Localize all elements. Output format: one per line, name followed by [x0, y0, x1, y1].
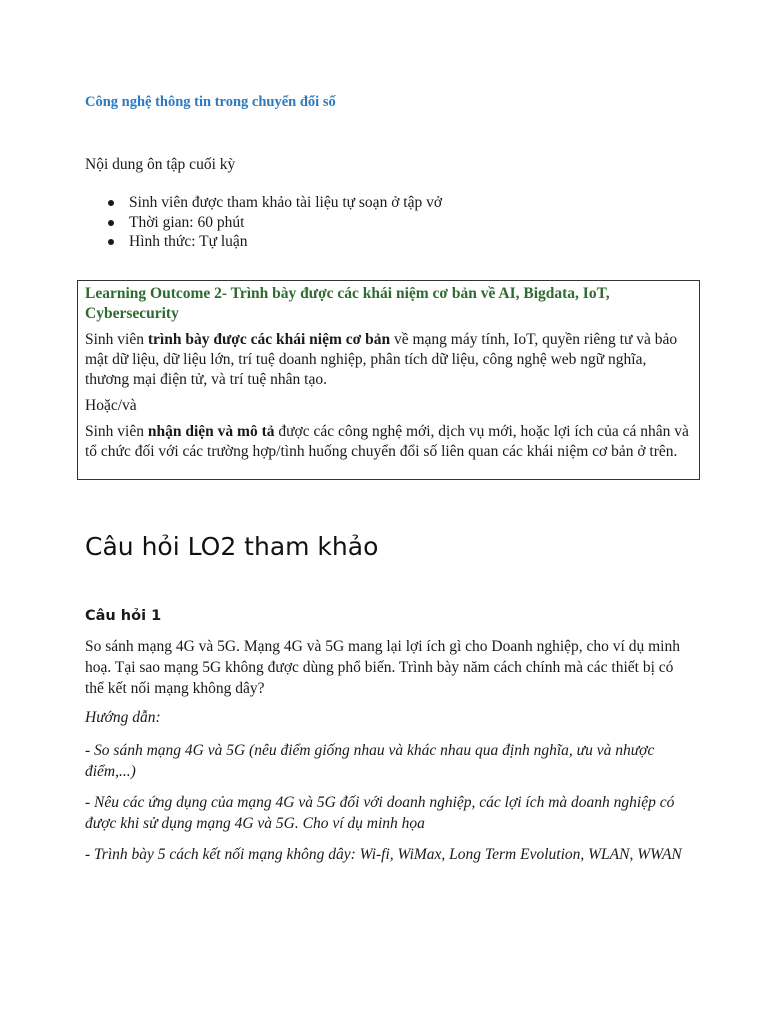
document-title: Công nghệ thông tin trong chuyển đổi số — [85, 94, 336, 110]
learning-outcome-box — [77, 280, 700, 480]
learning-outcome-title: Learning Outcome 2- Trình bày được các khái niệm cơ bản về AI, Bigdata, IoT, Cybersecurity — [85, 285, 610, 322]
paragraph-text: được các công nghệ mới, dịch vụ mới, hoặc lợi ích của cá nhân và tổ chức đối với các trường hợp/tình huống chuyển đổi số liên quan các khái niệm cơ bản ở trên. — [85, 423, 689, 460]
question-label: Câu hỏi 1 — [85, 608, 162, 624]
bold-phrase: nhận diện và mô tả — [147, 423, 275, 440]
guide-item: - So sánh mạng 4G và 5G (nêu điểm giống nhau và khác nhau qua định nghĩa, ưu và nhược điểm,...) — [85, 742, 655, 780]
or-text: Hoặc/và — [85, 397, 137, 414]
guide-item: - Nêu các ứng dụng của mạng 4G và 5G đối với doanh nghiệp, các lợi ích mà doanh nghiệp có được khi sử dụng mạng 4G và 5G. Cho ví dụ minh họa — [85, 794, 675, 832]
intro-text: Nội dung ôn tập cuối kỳ — [85, 156, 236, 173]
paragraph-text: Sinh viên — [85, 331, 148, 348]
bullet-list — [85, 193, 442, 252]
bold-phrase: trình bày được các khái niệm cơ bản — [147, 331, 391, 348]
section-heading: Câu hỏi LO2 tham khảo — [85, 532, 379, 561]
guide-label: Hướng dẫn: — [85, 709, 161, 726]
learning-outcome-paragraph-1 — [85, 330, 692, 390]
learning-outcome-paragraph-2 — [85, 422, 692, 462]
list-item: Thời gian: 60 phút — [85, 213, 442, 233]
paragraph-text: Sinh viên — [85, 423, 148, 440]
guide-item: - Trình bày 5 cách kết nối mạng không dây: Wi-fi, WiMax, Long Term Evolution, WLAN, WWAN — [85, 846, 682, 863]
list-item: Hình thức: Tự luận — [85, 232, 442, 252]
list-item: Sinh viên được tham khảo tài liệu tự soạn ở tập vở — [85, 193, 442, 213]
paragraph-text: về mạng máy tính, IoT, quyền riêng tư và bảo mật dữ liệu, dữ liệu lớn, trí tuệ doanh nghiệp, phân tích dữ liệu, công nghệ web ngữ nghĩa, thương mại điện tử, và trí tuệ nhân tạo. — [85, 331, 678, 388]
question-text: So sánh mạng 4G và 5G. Mạng 4G và 5G mang lại lợi ích gì cho Doanh nghiệp, cho ví dụ minh hoạ. Tại sao mạng 5G không được dùng phổ biến. Trình bày năm cách chính mà các thiết bị có thể kết nối mạng không dây? — [85, 638, 680, 697]
